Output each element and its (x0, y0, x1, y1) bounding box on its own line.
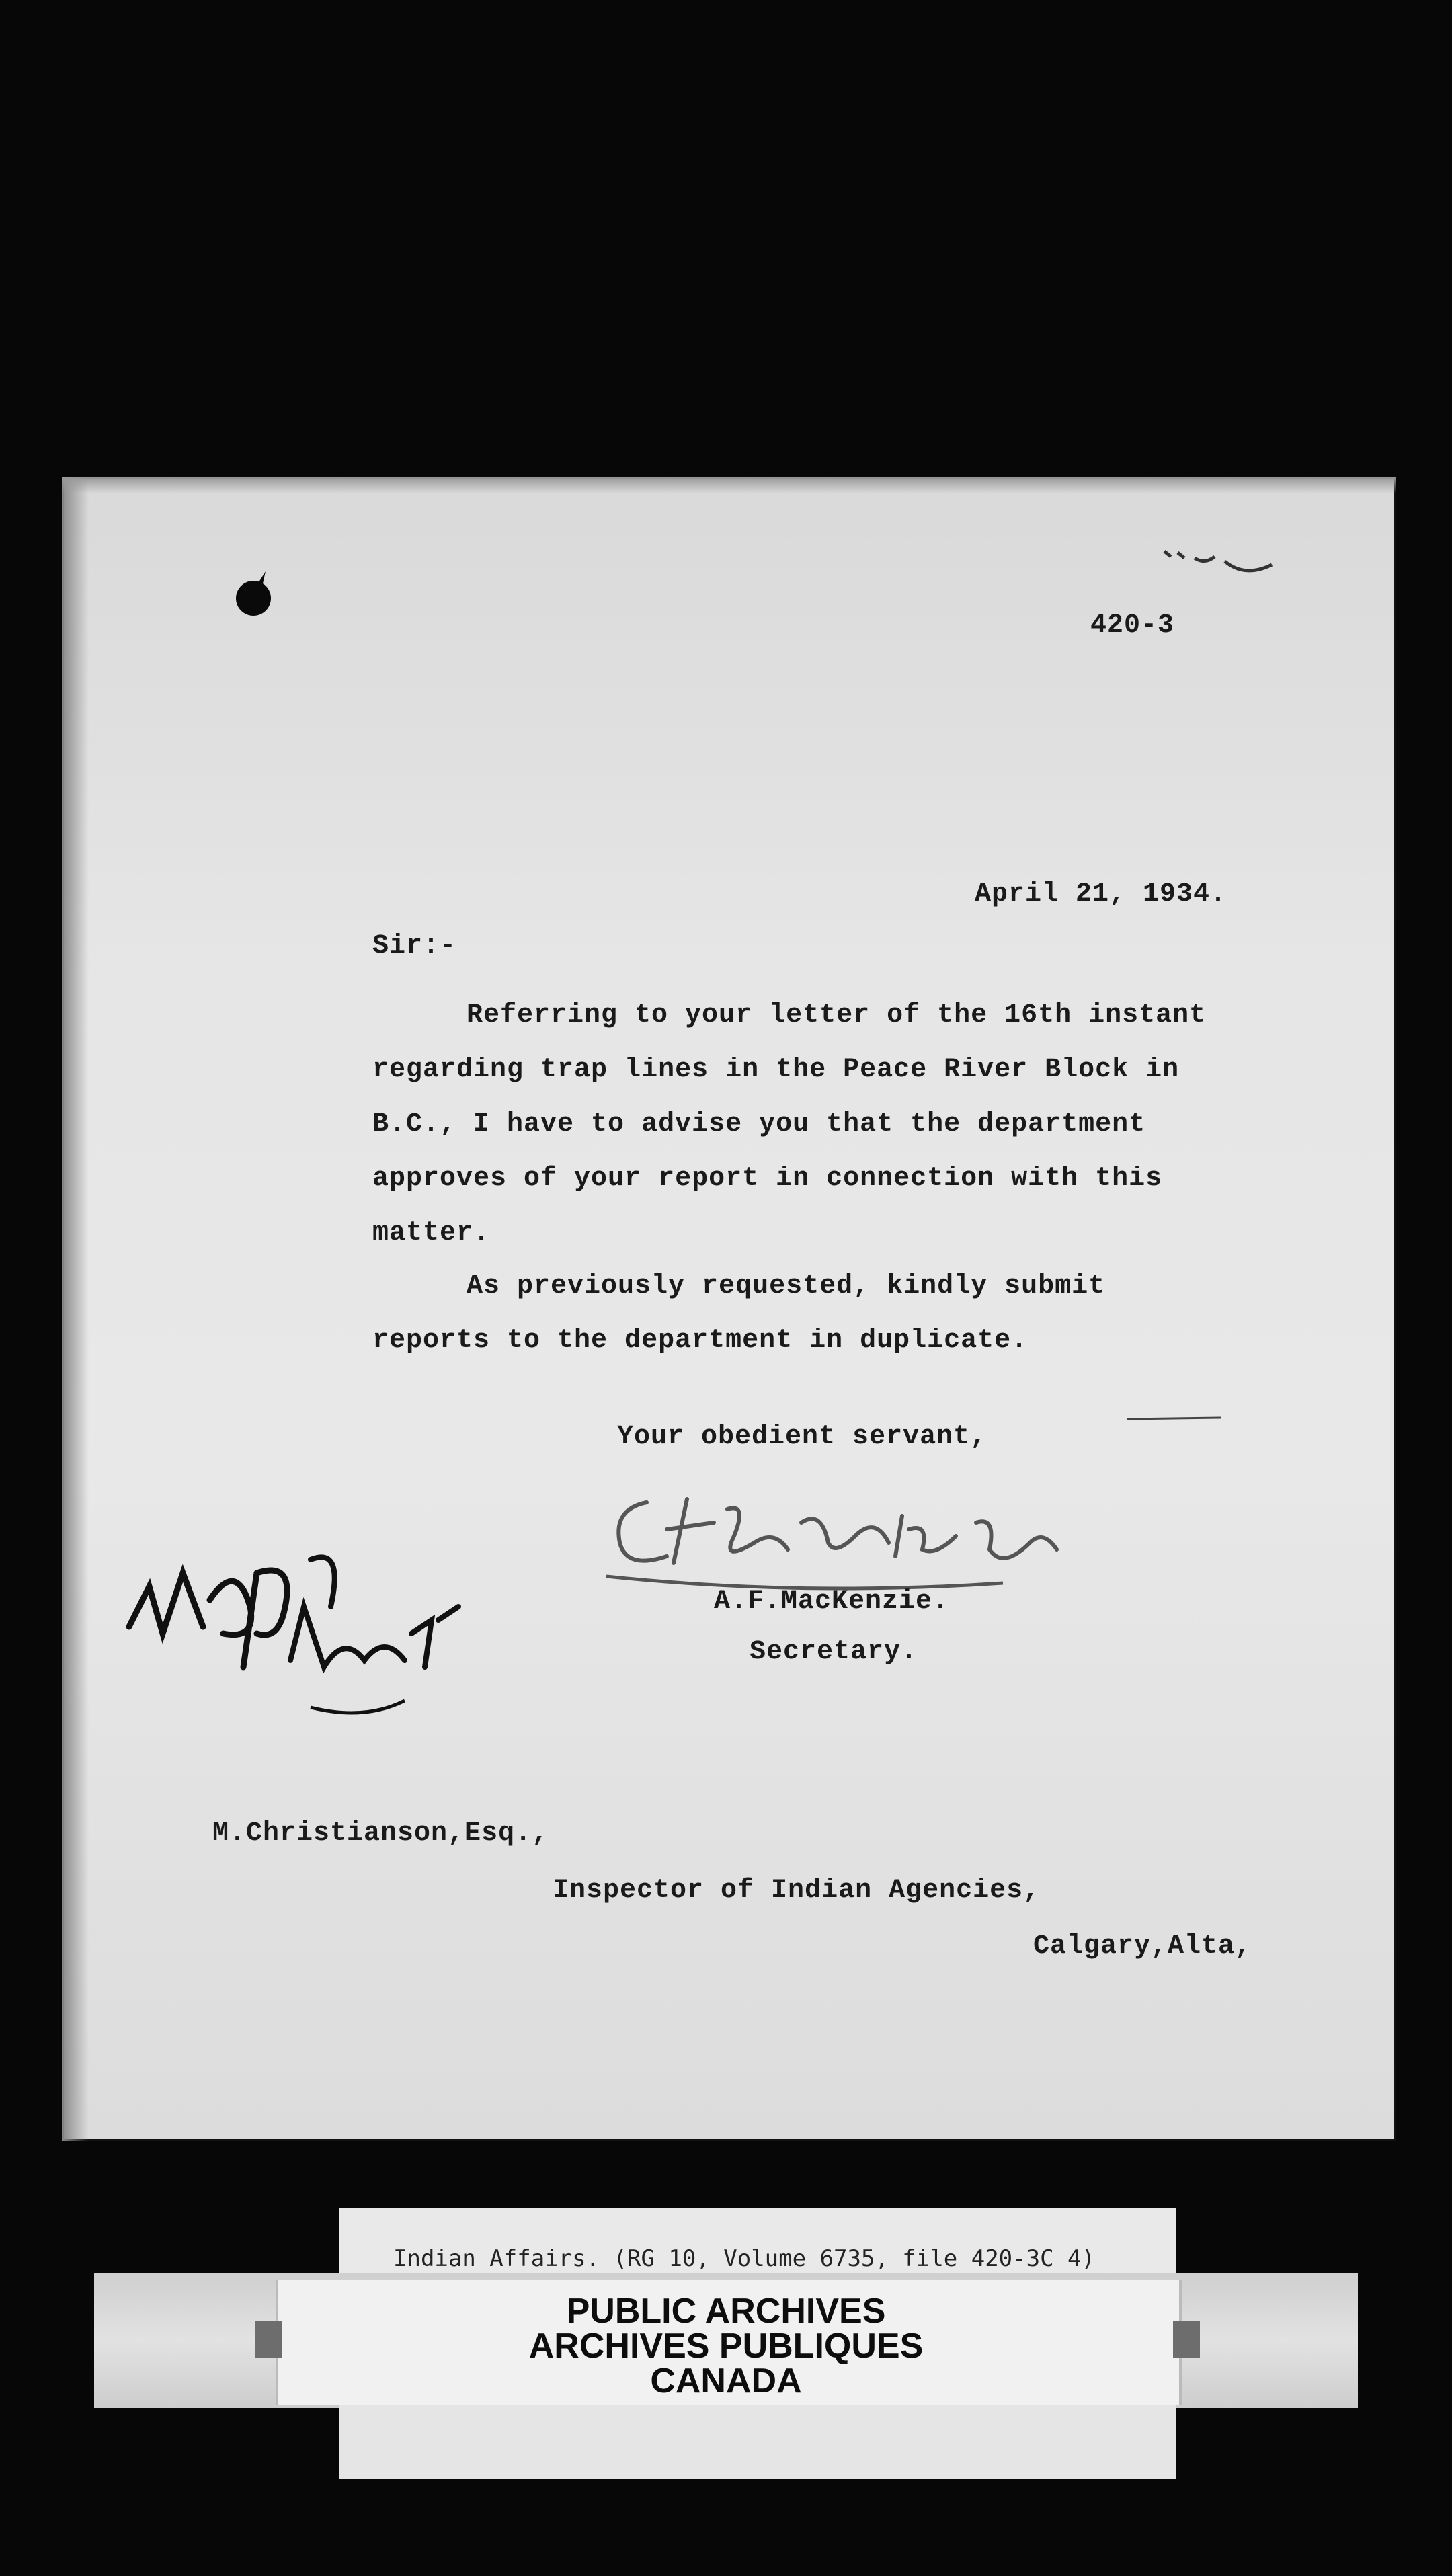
handwritten-initials (122, 1533, 472, 1734)
closing: Your obedient servant, (617, 1422, 987, 1452)
page-shadow-left (62, 477, 89, 2141)
addressee-title: Inspector of Indian Agencies, (553, 1876, 1041, 1906)
letter-page (62, 477, 1396, 2141)
stamp-line: ARCHIVES PUBLIQUES (528, 2327, 924, 2366)
body-paragraph-1 (372, 988, 1206, 1260)
page-shadow-top (62, 477, 1396, 493)
stray-ink-mark (1158, 538, 1279, 585)
stray-pencil-dash (1127, 1415, 1221, 1422)
body-paragraph-2 (372, 1259, 1105, 1368)
handwritten-signature (600, 1482, 1097, 1597)
paragraph-line: B.C., I have to advise you that the department (372, 1109, 1146, 1139)
archive-stamp (336, 2294, 1116, 2399)
signer-title: Secretary. (750, 1637, 918, 1667)
strip-clip-left (255, 2321, 282, 2358)
paragraph-line: regarding trap lines in the Peace River Block in (372, 1055, 1180, 1085)
paragraph-line: As previously requested, kindly submit (467, 1271, 1106, 1301)
file-reference: 420-3 (1090, 610, 1175, 641)
addressee-location: Calgary,Alta, (1033, 1931, 1252, 1962)
addressee-name: M.Christianson,Esq., (212, 1818, 549, 1849)
salutation: Sir:- (372, 931, 457, 961)
punch-hole-mark (233, 571, 280, 618)
archive-label-bottom (339, 2405, 1176, 2479)
archive-reference-text: Indian Affairs. (RG 10, Volume 6735, file 420-3C 4) (393, 2245, 1095, 2272)
letter-date: April 21, 1934. (975, 879, 1227, 910)
signer-name: A.F.MacKenzie. (714, 1586, 950, 1617)
strip-clip-right (1173, 2321, 1200, 2358)
paragraph-line: Referring to your letter of the 16th instant (467, 1000, 1207, 1031)
stamp-line: PUBLIC ARCHIVES (566, 2292, 886, 2331)
paragraph-line: approves of your report in connection with this (372, 1164, 1163, 1194)
paragraph-line: reports to the department in duplicate. (372, 1326, 1028, 1356)
paragraph-line: matter. (372, 1218, 491, 1248)
stamp-line: CANADA (650, 2362, 802, 2401)
